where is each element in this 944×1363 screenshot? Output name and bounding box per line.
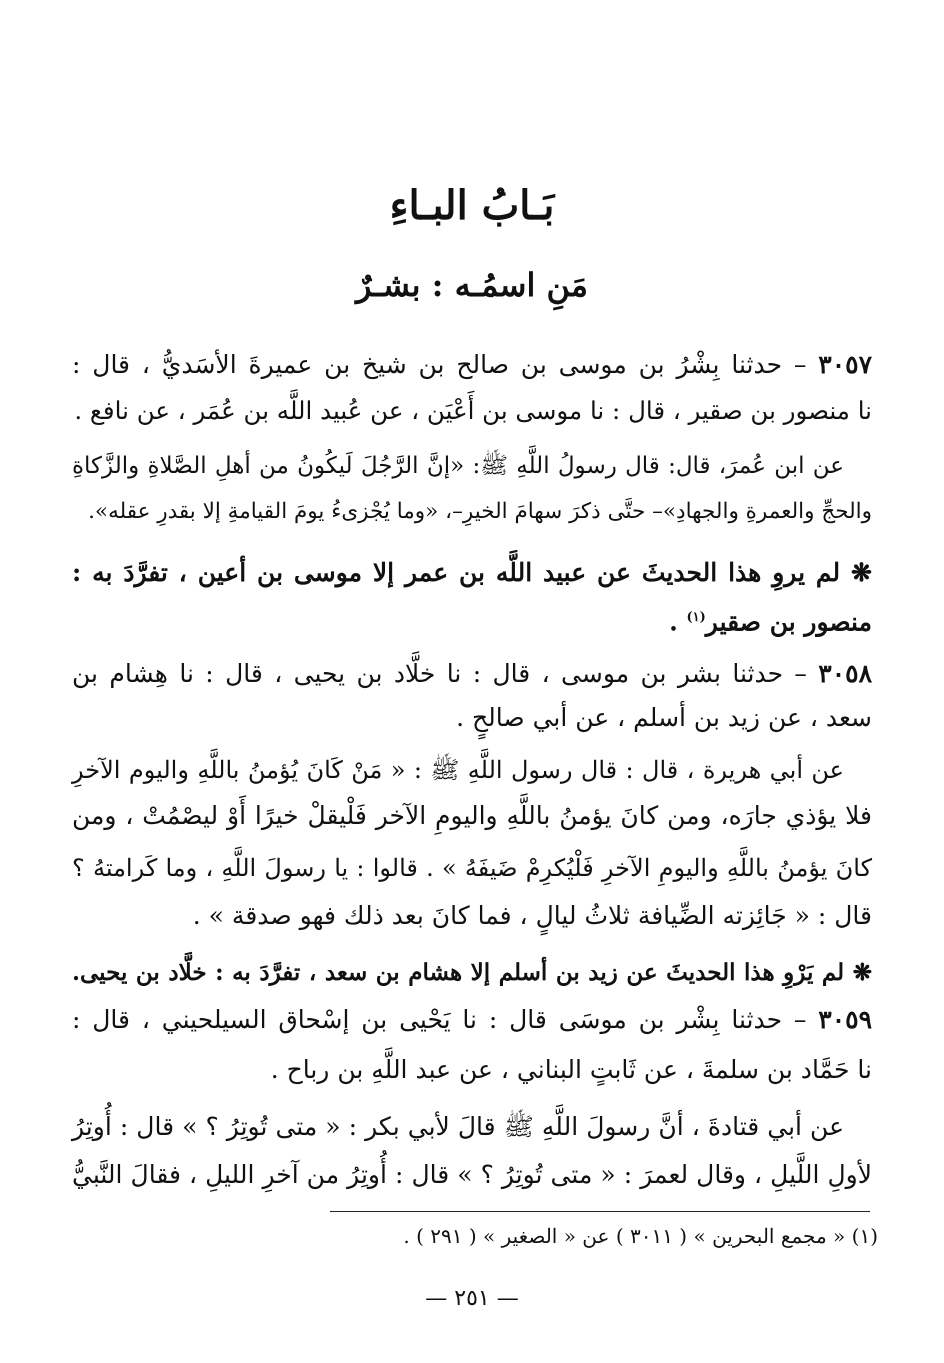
footnote-divider — [330, 1211, 870, 1212]
hadith-3058-line-1 — [72, 654, 872, 694]
hadith-3058-note: ❋ لم يَرْوِ هذا الحديثَ عن زيد بن أسلم إلا هشام بن سعد ، تفرَّدَ به : خلَّاد بن يحيى. — [72, 959, 872, 986]
hadith-3059-line-3: عن أبي قتادةَ ، أنَّ رسولَ اللَّهِ ﷺ قالَ لأبي بكر : « متى تُوتِرُ ؟ » قال : أُوتِرُ — [72, 1112, 844, 1141]
hadith-text: – حدثنا بِشْر بن موسَى قال : نا يَحْيى بن إسْحاق السيلحيني ، قال : — [72, 1005, 807, 1034]
hadith-3057-line-4: والحجِّ والعمرةِ والجهادِ»– حتَّى ذكرَ سهامَ الخيرِ–، «وما يُجْزىءُ يومَ القيامةِ إلا بقدرِ عقله». — [88, 499, 872, 524]
hadith-3058-line-4: فلا يؤذي جارَه، ومن كانَ يؤمنُ باللَّهِ واليومِ الآخر فَلْيقلْ خيرًا أَوْ ليصْمُتْ ، ومن — [72, 801, 872, 830]
hadith-3058-line-2: سعد ، عن زيد بن أسلم ، عن أبي صالحٍ . — [456, 703, 872, 732]
hadith-3057-note-2 — [72, 598, 872, 638]
hadith-3058-line-3: عن أبي هريرة ، قال : قال رسول اللَّهِ ﷺ : « مَنْ كَانَ يُؤمنُ باللَّهِ واليوم الآخرِ — [72, 756, 844, 784]
footnote: (١) « مجمع البحرين » ( ٣٠١١ ) عن « الصغير » ( ٢٩١ ) . — [403, 1224, 878, 1248]
chapter-title: بَـابُ البـاءِ — [389, 182, 555, 229]
hadith-3059-line-1 — [72, 1000, 872, 1040]
section-title: مَنِ اسمُـه : بشـرٌ — [356, 266, 588, 304]
hadith-number: ٣٠٥٨ — [818, 659, 873, 688]
page-number: — ٢٥١ — — [425, 1286, 519, 1311]
hadith-number: ٣٠٥٧ — [818, 350, 872, 379]
footnote-marker: (١) — [686, 610, 706, 625]
note-end: . — [669, 607, 687, 637]
hadith-number: ٣٠٥٩ — [818, 1005, 872, 1034]
hadith-3057-line-1 — [72, 345, 872, 385]
hadith-3057-note-1: ❋ لم يروِ هذا الحديثَ عن عبيد اللَّه بن عمر إلا موسى بن أعين ، تفرَّدَ به : — [72, 558, 872, 587]
hadith-3057-line-3: عن ابن عُمرَ، قال: قال رسولُ اللَّهِ ﷺ: «إنَّ الرَّجُلَ لَيكُونُ من أهلِ الصَّلاةِ والزَّكاةِ — [72, 453, 844, 479]
hadith-3059-line-4: لأولِ اللَّيلِ ، وقال لعمرَ : « متى تُوتِرُ ؟ » قال : أُوتِرُ من آخرِ الليلِ ، فقالَ النَّبيُّ — [72, 1160, 872, 1189]
hadith-text: – حدثنا بشر بن موسى ، قال : نا خلَّاد بن يحيى ، قال : نا هِشام بن — [72, 659, 807, 688]
hadith-3058-line-5: كانَ يؤمنُ باللَّهِ واليومِ الآخرِ فَلْيُكرِمْ ضَيفَهُ » . قالوا : يا رسولَ اللَّهِ ، وما كَرامتهُ ؟ — [72, 854, 872, 882]
hadith-3058-line-6: قال : « جَائِزته الضِّيافة ثلاثُ ليالٍ ، فما كانَ بعد ذلك فهو صدقة » . — [192, 901, 872, 930]
hadith-3059-line-2: نا حَمَّاد بن سلمةَ ، عن ثَابتٍ البناني ، عن عبد اللَّهِ بن رباح . — [270, 1055, 872, 1084]
note-text: منصور بن صقير — [705, 607, 872, 637]
hadith-text: – حدثنا بِشْرُ بن موسى بن صالح بن شيخ بن عميرةَ الأسَديُّ ، قال : — [72, 350, 807, 379]
hadith-3057-line-2: نا منصور بن صقير ، قال : نا موسى بن أَعْيَن ، عن عُبيد اللَّه بن عُمَر ، عن نافع . — [74, 396, 872, 425]
